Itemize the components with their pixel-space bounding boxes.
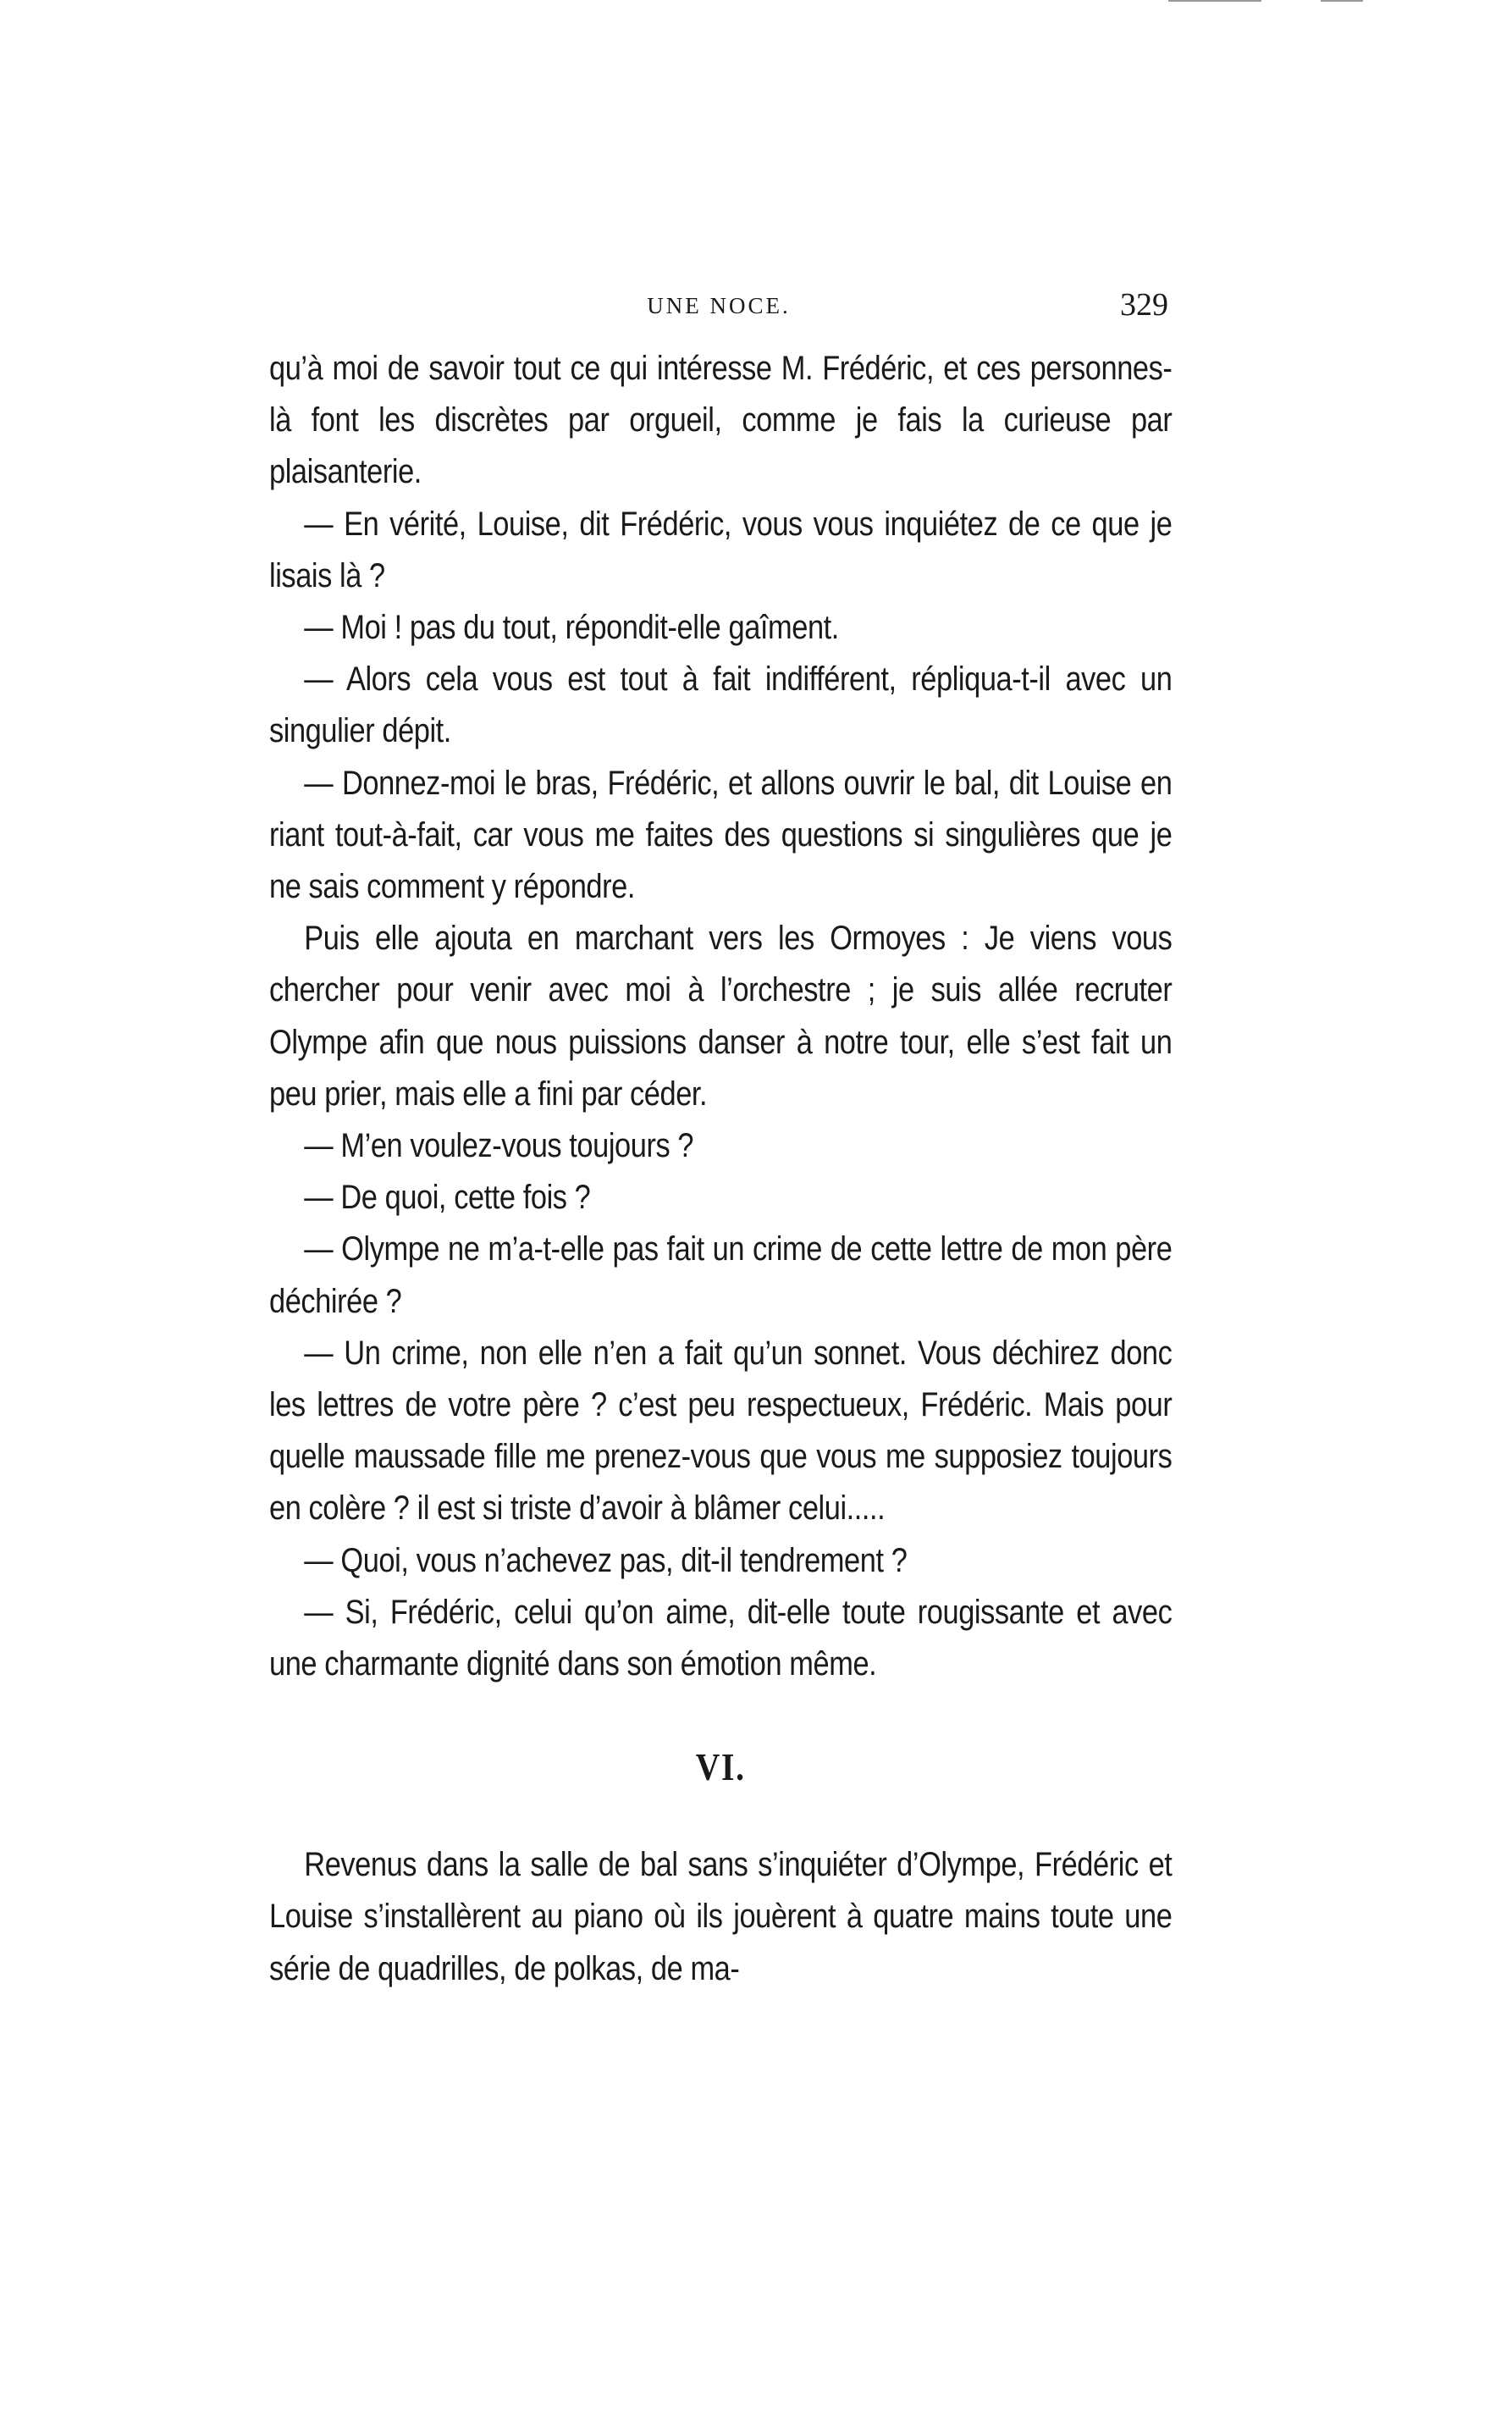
paragraph: — Alors cela vous est tout à fait indifférent, répliqua-t-il avec un singulier dépit. bbox=[269, 660, 1173, 750]
section-heading: VI. bbox=[695, 1745, 746, 1789]
paragraph: — Quoi, vous n’achevez pas, dit-il tendrement ? bbox=[304, 1541, 908, 1579]
page-number: 329 bbox=[1120, 287, 1168, 323]
paragraph: — En vérité, Louise, dit Frédéric, vous vous inquiétez de ce que je lisais là ? bbox=[269, 505, 1173, 594]
paragraph: qu’à moi de savoir tout ce qui intéresse M. Frédéric, et ces personnes-là font les discrètes par orgueil, comme je fais la curieuse par plaisanterie. bbox=[269, 350, 1173, 491]
scan-edge-mark bbox=[1168, 0, 1261, 2]
paragraph: — Moi ! pas du tout, répondit-elle gaîment. bbox=[304, 609, 839, 647]
paragraph: — Si, Frédéric, celui qu’on aime, dit-elle toute rougissante et avec une charmante dignité dans son émotion même. bbox=[269, 1593, 1173, 1683]
paragraph: — Donnez-moi le bras, Frédéric, et allons ouvrir le bal, dit Louise en riant tout-à-fait, car vous me faites des questions si singulières que je ne sais comment y répondre. bbox=[269, 764, 1173, 906]
paragraph: — De quoi, cette fois ? bbox=[304, 1179, 591, 1217]
paragraph: Puis elle ajouta en marchant vers les Ormoyes : Je viens vous chercher pour venir avec moi à l’orchestre ; je suis allée recruter Olympe afin que nous puissions danser à notre tour, elle s’est fait un peu prier, mais elle a fini par céder. bbox=[269, 920, 1173, 1113]
running-title: UNE NOCE. bbox=[647, 293, 791, 318]
paragraph: — Olympe ne m’a-t-elle pas fait un crime de cette lettre de mon père déchirée ? bbox=[269, 1230, 1173, 1320]
paragraph: — M’en voulez-vous toujours ? bbox=[304, 1127, 694, 1165]
paragraph: — Un crime, non elle n’en a fait qu’un sonnet. Vous déchirez donc les lettres de votre père ? c’est peu respectueux, Frédéric. Mais pour quelle maussade fille me prenez-vous que vous me supposiez toujours en colère ? il est si triste d’avoir à blâmer celui..... bbox=[269, 1334, 1173, 1528]
body-text bbox=[269, 343, 1172, 1995]
scan-edge-mark bbox=[1321, 0, 1363, 2]
paragraph: Revenus dans la salle de bal sans s’inquiéter d’Olympe, Frédéric et Louise s’installèrent au piano où ils jouèrent à quatre mains toute une série de quadrilles, de polkas, de ma- bbox=[269, 1846, 1173, 1987]
running-head bbox=[269, 286, 1168, 329]
